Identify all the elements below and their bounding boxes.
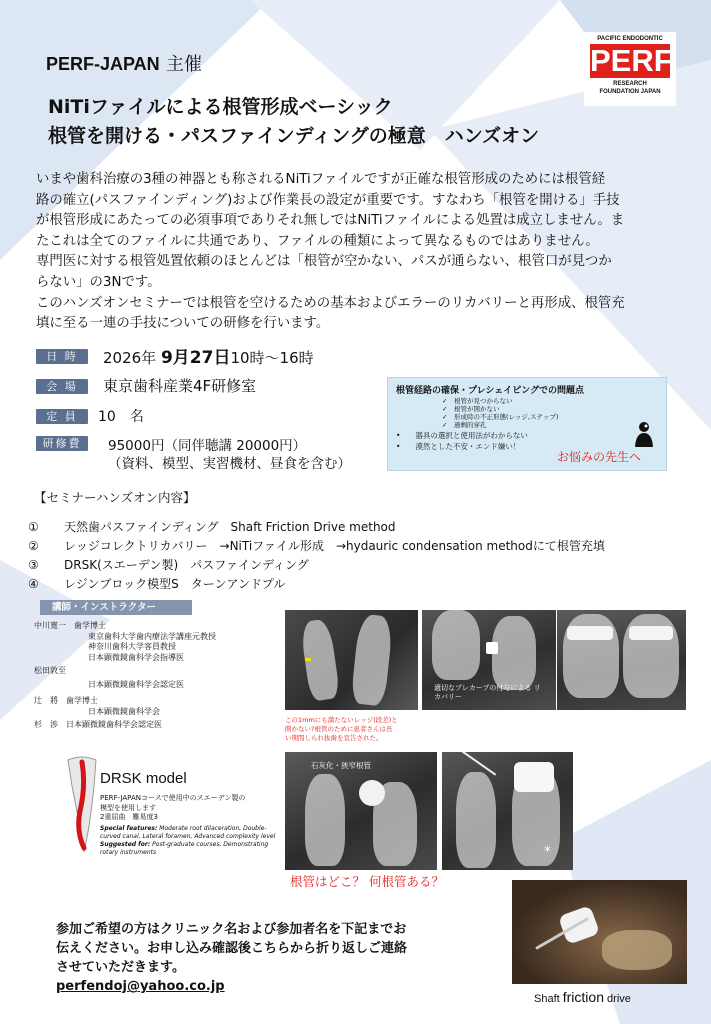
check-item: ✓ 根管が開かない xyxy=(442,405,500,413)
instructor-role: 日本顕微鏡歯科学会 xyxy=(88,706,160,716)
footer-line: 伝えください。お申し込み確認後こちらから折り返しご連絡 xyxy=(56,941,408,956)
drsk-features: Special features: Moderate root dilaceration, Double-curved canal, Lateral foramen, Advanced complexity level xyxy=(100,824,276,840)
ledge-note-line: い期間しられ抜歯を宣告された。 xyxy=(285,734,383,742)
xray-recovery-image xyxy=(422,610,556,710)
drsk-line: 2重屈曲 難易度3 xyxy=(100,813,158,821)
title-line-1: NiTiファイルによる根管形成ベーシック xyxy=(48,96,393,118)
xray-ledge-image xyxy=(285,610,418,710)
capacity-value: 10 名 xyxy=(98,409,144,425)
date-value xyxy=(103,343,314,368)
footer-instructions xyxy=(56,920,407,996)
venue-value: 東京歯科産業4F研修室 xyxy=(103,377,257,395)
instructor-name: 中川寛一 歯学博士 xyxy=(34,621,106,630)
check-item: ✓ 過剰的穿孔 xyxy=(442,421,487,429)
intro-line: らない」の3Nです。 xyxy=(36,274,161,290)
fee-label: 研修費 xyxy=(36,436,88,451)
footer-line: させていただきます。 xyxy=(56,960,185,975)
xray-file-image xyxy=(442,752,573,870)
intro-line: このハンズオンセミナーでは根管を空けるための基本およびエラーのリカバリーと再形成、根管充 xyxy=(36,295,625,311)
drsk-line: 模型を使用します xyxy=(100,803,156,812)
problems-callout: お悩みの先生へ xyxy=(557,450,642,464)
recovery-caption: 適切なプレカーブの付与による リカバリー xyxy=(434,684,541,701)
fee-line-1: 95000円（同伴聴講 20000円） xyxy=(108,438,307,454)
date-prefix: 2026年 xyxy=(103,349,157,367)
instructor-name: 松田敦至 xyxy=(34,666,66,675)
logo-main-text: PERF xyxy=(590,43,673,78)
date-suffix: 10時～16時 xyxy=(230,349,314,367)
worried-person-icon xyxy=(632,420,656,448)
date-bold: 9月27日 xyxy=(160,348,231,368)
star-mark: * xyxy=(544,844,551,860)
instructors-heading: 講師・インストラクター xyxy=(40,600,192,615)
content-item: ① 天然歯パスファインディング Shaft Friction Drive method xyxy=(28,520,396,534)
page-title xyxy=(48,93,539,151)
instructor-role: 東京歯科大学歯内療法学講座元教授 xyxy=(88,631,216,641)
content-item: ④ レジンブロック模型S ターンアンドプル xyxy=(28,577,286,591)
check-item: ✓ 根管が見つからない xyxy=(442,397,513,405)
ledge-note-line: 開かない?根管のために患者さんは長 xyxy=(285,725,393,733)
ledge-note-line: この1mmにも満たないレッジ(段差)と xyxy=(285,716,398,724)
instructors-list xyxy=(34,621,284,731)
capacity-label: 定 員 xyxy=(36,409,88,424)
logo-bottom-text: RESEARCH FOUNDATION JAPAN xyxy=(599,81,661,95)
host-line xyxy=(46,50,202,76)
xray-calcified-image xyxy=(285,752,437,870)
venue-label: 会 場 xyxy=(36,379,88,394)
host-brand: PERF-JAPAN xyxy=(46,54,160,74)
title-line-2: 根管を開ける・パスファインディングの極意 ハンズオン xyxy=(48,125,540,147)
instructor-role: 日本顕微鏡歯科学会認定医 xyxy=(88,679,184,689)
date-label: 日 時 xyxy=(36,349,88,364)
content-item: ③ DRSK(スエーデン製) パスファインディング xyxy=(28,558,309,572)
drsk-tooth-illustration xyxy=(62,756,102,856)
footer-line: 参加ご希望の方はクリニック名および参加者名を下記までお xyxy=(56,922,407,937)
intro-line: 路の確立(パスファインディング)および作業長の設定が重要です。すなわち「根管を開ける」手技 xyxy=(36,192,620,208)
host-suffix: 主催 xyxy=(165,54,202,75)
intro-paragraph xyxy=(36,170,686,335)
fee-line-2: （資料、模型、実習機材、昼食を含む） xyxy=(108,456,351,472)
drsk-suggested: Suggested for: Post-graduate courses, Demonstrating rotary instruments xyxy=(100,840,269,856)
problems-title: 根管経路の確保・プレシェイピングでの問題点 xyxy=(396,386,585,396)
logo-top-text: PACIFIC ENDODONTIC xyxy=(597,36,663,42)
ledge-note xyxy=(285,716,398,743)
content-item: ② レッジコレクトリカバリー →NiTiファイル形成 →hydauric condensation methodにて根管充填 xyxy=(28,539,605,553)
content-heading: 【セミナーハンズオン内容】 xyxy=(34,490,196,505)
content-list xyxy=(28,518,605,594)
instructor-name: 杉 渉 日本顕微鏡歯科学会認定医 xyxy=(34,720,162,729)
photo-caption: Shaft friction drive xyxy=(534,989,631,1005)
intro-line: いまや歯科治療の3種の神器とも称されるNiTiファイルですが正確な根管形成のためには根管経 xyxy=(36,172,606,187)
intro-line: たこれは全てのファイルに共通であり、ファイルの種類によって異なるものではありません。 xyxy=(36,233,599,249)
problems-bullet: • 漠然とした不安・エンド嫌い！ xyxy=(396,442,521,451)
drsk-line: PERF-JAPANコースで使用中のスエーデン製の xyxy=(100,794,246,802)
instructor-name: 辻 將 歯学博士 xyxy=(34,696,98,705)
problems-bullet: • 器具の選択と使用法がわからない xyxy=(396,431,528,440)
contact-email-link[interactable]: perfendoj@yahoo.co.jp xyxy=(56,979,225,994)
check-item: ✓ 形成時の不正形態(レッジ,ステップ) xyxy=(442,413,559,421)
drsk-title: DRSK model xyxy=(100,770,187,787)
drsk-description xyxy=(100,794,280,857)
intro-line: 専門医に対する根管処置依頼のほとんどは「根管が空かない、パスが通らない、根管口が見つか xyxy=(36,254,612,270)
intro-line: 填に至る一連の手技についての研修を行います。 xyxy=(36,316,330,332)
instructor-role: 日本顕微鏡歯科学会指導医 xyxy=(88,652,184,662)
shaft-friction-photo xyxy=(512,880,687,984)
canal-question: 根管はどこ？ 何根管ある？ xyxy=(290,874,444,889)
intro-line: が根管形成にあたっての必須事項でありそれ無しではNiTiファイルによる処置は成立しません。ま xyxy=(36,213,625,229)
xray-filled-image xyxy=(557,610,686,710)
instructor-role: 神奈川歯科大学客員教授 xyxy=(88,642,176,651)
calcified-label: 石灰化・狭窄根管 xyxy=(311,761,371,770)
perf-logo xyxy=(584,32,676,106)
fee-value xyxy=(108,437,351,473)
